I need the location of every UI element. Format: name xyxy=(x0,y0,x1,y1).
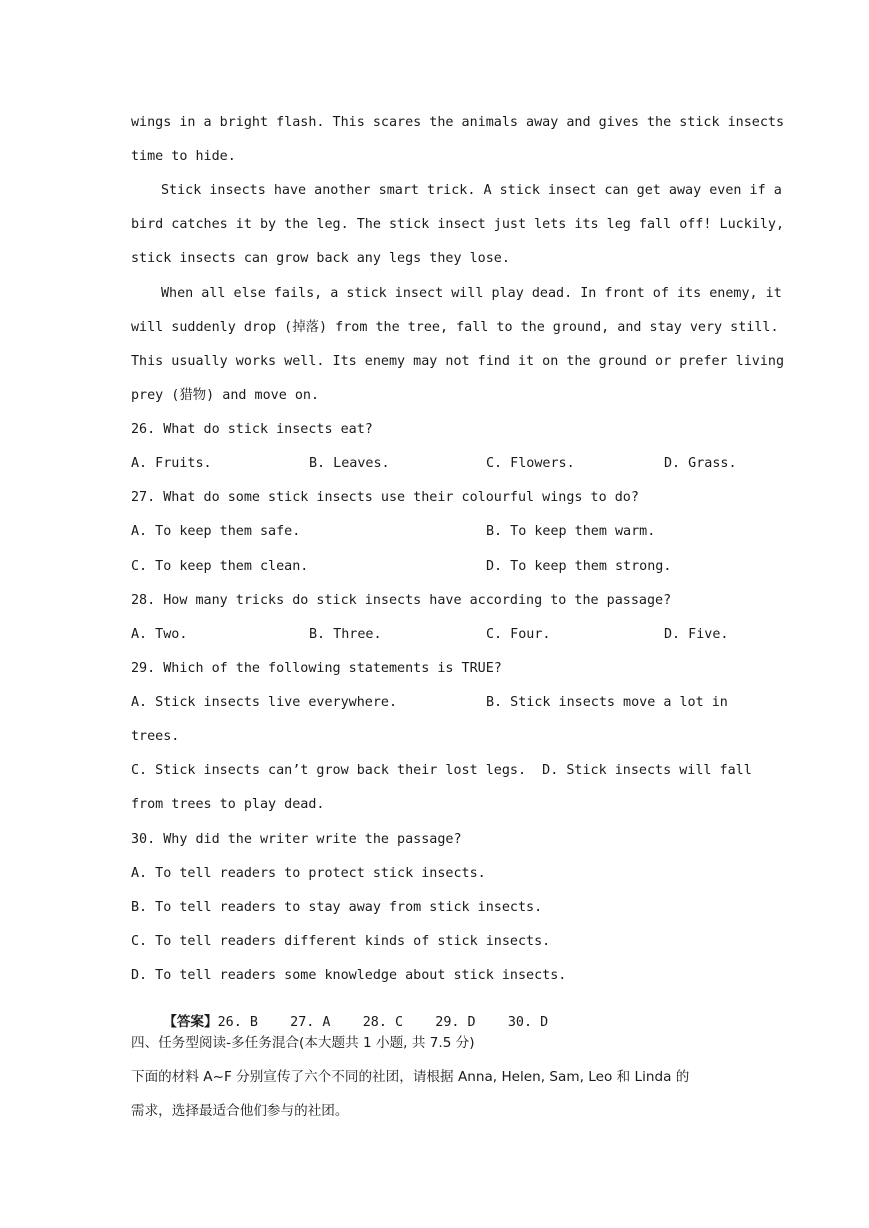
option-d-continued: from trees to play dead. xyxy=(131,797,325,812)
option-b: B. To tell readers to stay away from stick insects. xyxy=(131,900,543,915)
option-b-continued: trees. xyxy=(131,729,180,744)
option-a: A. Stick insects live everywhere. xyxy=(131,695,398,710)
option-c-d: C. Stick insects can’t grow back their lost legs. D. Stick insects will fall xyxy=(131,763,752,778)
passage-line: When all else fails, a stick insect will play dead. In front of its enemy, it xyxy=(161,286,782,301)
answer-text: 26. B 27. A 28. C 29. D 30. D xyxy=(217,1015,549,1031)
option-d: D. Five. xyxy=(664,627,729,642)
option-d: D. To keep them strong. xyxy=(486,559,672,574)
option-a: A. Two. xyxy=(131,627,188,642)
section-intro-line: 下面的材料 A~F 分别宣传了六个不同的社团，请根据 Anna, Helen, Sam, Leo 和 Linda 的 xyxy=(131,1069,690,1085)
option-d: D. Grass. xyxy=(664,456,737,471)
option-a: A. Fruits. xyxy=(131,456,212,471)
option-c: C. To keep them clean. xyxy=(131,559,309,574)
passage-line: prey (猎物) and move on. xyxy=(131,388,320,403)
section-intro-line: 需求，选择最适合他们参与的社团。 xyxy=(131,1103,349,1119)
section-heading: 四、任务型阅读-多任务混合(本大题共 1 小题, 共 7.5 分) xyxy=(131,1035,475,1051)
option-c: C. Four. xyxy=(486,627,551,642)
passage-line: Stick insects have another smart trick. A stick insect can get away even if a xyxy=(161,183,782,198)
passage-line: wings in a bright flash. This scares the animals away and gives the stick insects xyxy=(131,115,785,130)
passage-line: This usually works well. Its enemy may not find it on the ground or prefer living xyxy=(131,354,785,369)
question-stem: 27. What do some stick insects use their colourful wings to do? xyxy=(131,490,639,505)
question-stem: 28. How many tricks do stick insects have according to the passage? xyxy=(131,593,672,608)
option-b: B. Leaves. xyxy=(309,456,390,471)
answer-label: 【答案】 xyxy=(163,1014,218,1031)
option-b: B. Stick insects move a lot in xyxy=(486,695,728,710)
option-a: A. To keep them safe. xyxy=(131,524,301,539)
option-c: C. Flowers. xyxy=(486,456,575,471)
passage-line: will suddenly drop (掉落) from the tree, fall to the ground, and stay very still. xyxy=(131,320,779,335)
question-stem: 30. Why did the writer write the passage? xyxy=(131,832,462,847)
question-stem: 29. Which of the following statements is TRUE? xyxy=(131,661,502,676)
option-b: B. Three. xyxy=(309,627,382,642)
passage-line: time to hide. xyxy=(131,149,236,164)
option-b: B. To keep them warm. xyxy=(486,524,656,539)
option-a: A. To tell readers to protect stick insects. xyxy=(131,866,486,881)
option-c: C. To tell readers different kinds of stick insects. xyxy=(131,934,551,949)
option-d: D. To tell readers some knowledge about stick insects. xyxy=(131,968,567,983)
question-stem: 26. What do stick insects eat? xyxy=(131,422,373,437)
passage-line: stick insects can grow back any legs they lose. xyxy=(131,251,510,266)
passage-line: bird catches it by the leg. The stick insect just lets its leg fall off! Luckily, xyxy=(131,217,785,232)
